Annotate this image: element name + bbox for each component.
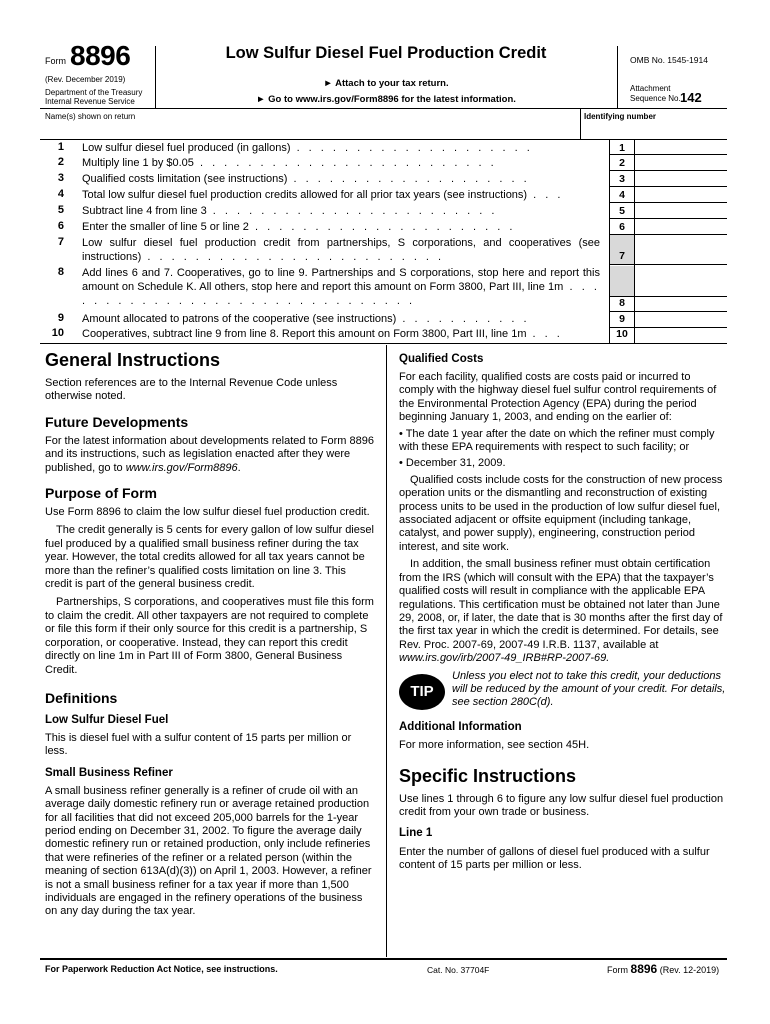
line-text: Qualified costs limitation (see instructions) . . . . . . . . . . . . . . . . . . . . bbox=[82, 173, 530, 185]
names-label: Name(s) shown on return bbox=[45, 112, 136, 121]
omb-number: OMB No. 1545-1914 bbox=[630, 55, 708, 65]
line-label: Low sulfur diesel fuel production credit from partnerships, S corporations, and cooperatives (see instructions) bbox=[82, 237, 600, 263]
sbr-paragraph: A small business refiner generally is a refiner of crude oil with an average daily domestic refinery run or average retained production for all facilities that did not exceed 205,000 barrels for the 1-year period ending on December 31, 2002. To figure the average daily domestic refinery run or retained production, only include refineries that were refineries of the refiner or a related person (within the meaning of section 613A(d)(3)) on April 1, 2003. However, a refiner is not a small business refiner for a tax year if more than 1,500 individuals are engaged in the refinery operations of the business on any day during the tax year. bbox=[45, 784, 372, 918]
line-label: Multiply line 1 by $0.05 bbox=[82, 157, 194, 169]
left-column bbox=[45, 349, 375, 919]
qc-paragraph-1: For each facility, qualified costs are costs paid or incurred to comply with the highway diesel fuel sulfur control requirements of the Environmental Protection Agency (EPA) during the period beginning January 1, 2003, and ending on the earlier of: bbox=[399, 371, 717, 424]
general-paragraph: Section references are to the Internal Revenue Code unless otherwise noted. bbox=[45, 377, 338, 403]
amount-input-2[interactable] bbox=[636, 156, 726, 170]
purpose-heading: Purpose of Form bbox=[45, 485, 158, 502]
line-number: 8 bbox=[57, 266, 64, 278]
line-number: 4 bbox=[57, 188, 64, 200]
general-instructions-heading: General Instructions bbox=[45, 350, 221, 370]
line-text: Cooperatives, subtract line 9 from line 8. Report this amount on Form 3800, Part III, line 1m . . . bbox=[82, 328, 563, 340]
line-number: 7 bbox=[57, 236, 64, 248]
department: Department of the Treasury bbox=[45, 88, 143, 97]
name-field[interactable] bbox=[42, 122, 578, 138]
footer-rev: (Rev. 12-2019) bbox=[659, 965, 720, 975]
box-number: 1 bbox=[619, 142, 625, 154]
line-label: Total low sulfur diesel fuel production credits allowed for all prior tax years (see instructions) bbox=[82, 189, 528, 201]
qc-paragraph-3-text: In addition, the small business refiner must obtain certification from the IRS (which will consult with the EPA) that the taxpayer’s qualified costs will result in compliance with the applicable EPA regulations. This certification must be obtained not later than June 29, 2008, or, if later, the date that is 30 months after the first day of the first tax year in which the credit is determined. For details, see Rev. Proc. 2007-69, 2007-49 I.R.B. 1137, available at bbox=[399, 558, 723, 651]
qc-paragraph-3 bbox=[399, 558, 727, 665]
future-developments-heading: Future Developments bbox=[45, 413, 189, 430]
line-text: Low sulfur diesel fuel produced (in gallons) . . . . . . . . . . . . . . . . . . . . bbox=[82, 142, 533, 154]
line-label: Qualified costs limitation (see instructions) bbox=[82, 173, 288, 185]
agency: Internal Revenue Service bbox=[45, 97, 135, 106]
future-text: For the latest information about developments related to Form 8896 and its instructions, such as legislation enacted after they were published, go to bbox=[45, 434, 374, 474]
future-paragraph: For the latest information about developments related to Form 8896 and its instructions, such as legislation enacted after they were published, go to www.irs.gov/Form8896. bbox=[45, 434, 374, 474]
qc-bullet-1: • The date 1 year after the date on which the refiner must comply with these EPA requirements with respect to such facility; or bbox=[399, 427, 715, 454]
line1-paragraph: Enter the number of gallons of diesel fuel produced with a sulfur content of 15 parts per million or less. bbox=[399, 845, 710, 872]
amount-input-4[interactable] bbox=[636, 188, 726, 202]
catalog-number: Cat. No. 37704F bbox=[427, 965, 490, 975]
form-word: Form bbox=[45, 56, 66, 66]
line-number: 10 bbox=[51, 327, 64, 339]
line-label: Amount allocated to patrons of the cooperative (see instructions) bbox=[82, 313, 397, 325]
amount-input-1[interactable] bbox=[636, 141, 726, 154]
tip-box bbox=[399, 670, 727, 718]
amount-input-5[interactable] bbox=[636, 204, 726, 218]
line-label: Add lines 6 and 7. Cooperatives, go to line 9. Partnerships and S corporations, stop here and report this amount on Schedule K. All others, stop here and report this amount on Form 3800, Part III, line 1m bbox=[82, 267, 600, 293]
future-link[interactable]: www.irs.gov/Form8896 bbox=[125, 461, 238, 474]
line-text: Multiply line 1 by $0.05 . . . . . . . . . . . . . . . . . . . . . . . . . bbox=[82, 157, 497, 169]
irb-link[interactable]: www.irs.gov/irb/2007-49_IRB#RP-2007-69. bbox=[399, 652, 610, 665]
footer-form-id bbox=[607, 962, 719, 976]
amount-input-3[interactable] bbox=[636, 172, 726, 186]
paperwork-notice: For Paperwork Reduction Act Notice, see instructions. bbox=[45, 964, 278, 974]
box-number: 8 bbox=[619, 297, 625, 309]
identifying-number-label: Identifying number bbox=[584, 112, 656, 121]
tip-label: TIP bbox=[410, 682, 434, 700]
line-number: 5 bbox=[57, 204, 64, 216]
form-header bbox=[0, 0, 770, 140]
line-number: 6 bbox=[57, 220, 64, 232]
specific-paragraph: Use lines 1 through 6 to figure any low sulfur diesel fuel production credit from your own trade or business. bbox=[399, 792, 724, 819]
line-number: 2 bbox=[57, 156, 64, 168]
footer-form-word: Form bbox=[607, 965, 628, 975]
specific-instructions-heading: Specific Instructions bbox=[399, 765, 577, 786]
form-title: Low Sulfur Diesel Fuel Production Credit bbox=[225, 44, 547, 62]
line-text: Enter the smaller of line 5 or line 2 . . . . . . . . . . . . . . . . . . . . . . bbox=[82, 221, 516, 233]
lsdf-paragraph: This is diesel fuel with a sulfur content of 15 parts per million or less. bbox=[45, 731, 352, 758]
line-label: Low sulfur diesel fuel produced (in gallons) bbox=[82, 142, 291, 154]
box-number: 6 bbox=[619, 221, 625, 233]
purpose-paragraph-1: Use Form 8896 to claim the low sulfur diesel fuel production credit. bbox=[45, 506, 370, 519]
amount-input-7[interactable] bbox=[636, 236, 726, 264]
line-text: Add lines 6 and 7. Cooperatives, go to line 9. Partnerships and S corporations, stop here and report this amount on Schedule K. All others, stop here and report this amount on Form 3800, Part III, line 1m . . . . . . . . . . . . . . . . . . . . . . . . . . . . . . . bbox=[82, 267, 600, 307]
line-label: Cooperatives, subtract line 9 from line 8. Report this amount on Form 3800, Part III, line 1m bbox=[82, 328, 527, 340]
box-number: 5 bbox=[619, 205, 625, 217]
sbr-heading: Small Business Refiner bbox=[45, 766, 173, 779]
amount-input-9[interactable] bbox=[636, 312, 726, 326]
amount-input-10[interactable] bbox=[636, 327, 726, 341]
revision-date: (Rev. December 2019) bbox=[45, 75, 126, 84]
qc-bullet-2: • December 31, 2009. bbox=[399, 457, 506, 470]
identifying-number-field[interactable] bbox=[584, 122, 724, 138]
purpose-paragraph-3: Partnerships, S corporations, and cooperatives must file this form to claim the credit. All other taxpayers are not required to complete or file this form if their only source for this credit is a partnership, S corporation, or cooperative. Instead, they can report this credit directly on line 1m in Part III of Form 3800, General Business Credit. bbox=[45, 596, 374, 676]
qc-paragraph-2: Qualified costs include costs for the construction of new process operation units or the dismantling and reconstruction of existing process units to be used in the production of low sulfur diesel fuel, associated adjacent or offsite equipment (including tankage, catalyst, and power supply), engineering, construction period interest, and site work. bbox=[399, 473, 723, 553]
lsdf-heading: Low Sulfur Diesel Fuel bbox=[45, 713, 169, 726]
box-number: 10 bbox=[616, 328, 628, 340]
attach-instruction: ► Attach to your tax return. bbox=[323, 78, 449, 89]
line-number: 9 bbox=[57, 312, 64, 324]
sequence-label: Sequence No. bbox=[630, 94, 681, 103]
amount-input-6[interactable] bbox=[636, 220, 726, 234]
goto-instruction bbox=[156, 94, 616, 105]
footer-form-number: 8896 bbox=[630, 962, 658, 976]
line1-heading: Line 1 bbox=[399, 826, 433, 839]
line-text: Low sulfur diesel fuel production credit from partnerships, S corporations, and cooperatives (see instructions) . . . . . . . . . . . . . . . . . . . . . . . . . bbox=[82, 237, 600, 263]
line-text: Amount allocated to patrons of the cooperative (see instructions) . . . . . . . . . . . bbox=[82, 313, 530, 325]
amount-input-8[interactable] bbox=[636, 266, 726, 296]
box-number: 7 bbox=[619, 250, 625, 262]
tip-text: Unless you elect not to take this credit, your deductions will be reduced by the amount of your credit. For details, see section 280C(d). bbox=[452, 669, 726, 709]
box-number: 2 bbox=[619, 157, 625, 169]
line-label: Subtract line 4 from line 3 bbox=[82, 205, 207, 217]
definitions-heading: Definitions bbox=[45, 689, 118, 706]
footer bbox=[0, 962, 770, 982]
box-number: 4 bbox=[619, 189, 625, 201]
attachment-label: Attachment bbox=[630, 84, 671, 93]
qualified-costs-heading: Qualified Costs bbox=[399, 353, 484, 365]
right-column bbox=[399, 352, 727, 873]
line-text: Subtract line 4 from line 3 . . . . . . . . . . . . . . . . . . . . . . . . bbox=[82, 205, 498, 217]
sequence-number: 142 bbox=[680, 90, 702, 105]
additional-info-heading: Additional Information bbox=[399, 720, 522, 733]
additional-info-paragraph: For more information, see section 45H. bbox=[399, 738, 590, 751]
box-number: 9 bbox=[619, 313, 625, 325]
form-number: 8896 bbox=[70, 40, 131, 71]
purpose-paragraph-2: The credit generally is 5 cents for every gallon of low sulfur diesel fuel produced by a qualified small business refiner during the tax year. However, the total credits allowed for all tax years cannot be more than the refiner’s qualified costs limitation on line 3. This credit is part of the general business credit. bbox=[45, 524, 374, 591]
line-label: Enter the smaller of line 5 or line 2 bbox=[82, 221, 249, 233]
box-number: 3 bbox=[619, 173, 625, 185]
line-number: 1 bbox=[57, 141, 64, 153]
goto-text: ► Go to www.irs.gov/Form8896 for the latest information. bbox=[256, 94, 516, 105]
line-number: 3 bbox=[57, 172, 64, 184]
line-text: Total low sulfur diesel fuel production credits allowed for all prior tax years (see instructions) . . . bbox=[82, 189, 564, 201]
